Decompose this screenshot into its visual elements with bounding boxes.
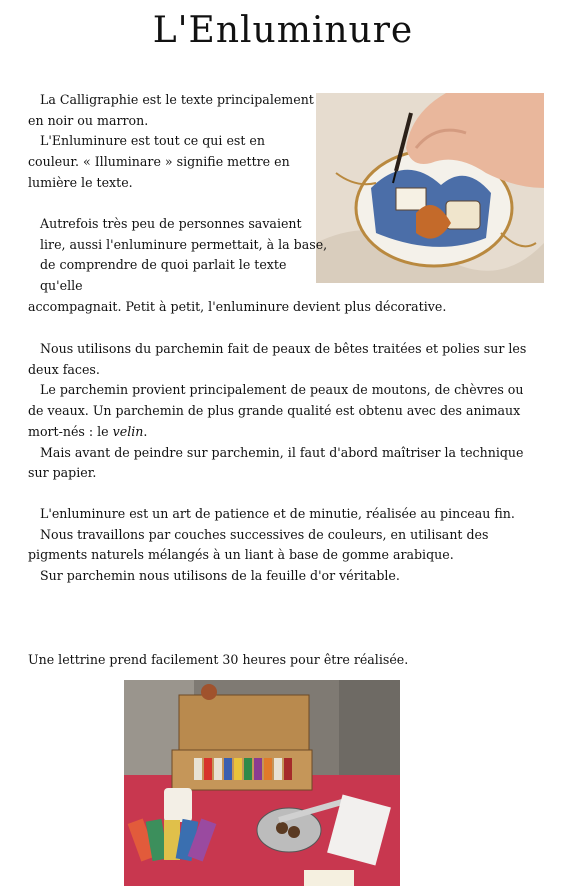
paragraph-text: Une lettrine prend facilement 30 heures pour être réalisée. [28, 652, 409, 667]
page-title: L'Enluminure [152, 10, 414, 51]
paragraph-text: Le parchemin provient principalement de peaux de moutons, de chèvres ou de veaux. Un parchemin de plus grande qualité est obtenu avec des animaux mort-nés : le [28, 382, 524, 439]
paragraph-text: L'Enluminure est tout ce qui est en couleur. « Illuminare » signifie mettre en lumière le texte. [28, 133, 290, 190]
paragraph-text: La Calligraphie est le texte principalement en noir ou marron. [28, 92, 314, 128]
emphasized-word: velin [112, 423, 144, 439]
paragraph-text: accompagnait. Petit à petit, l'enluminure devient plus décorative. [28, 298, 447, 314]
paragraph-text: Nous utilisons du parchemin fait de peaux de bêtes traitées et polies sur les deux faces. [28, 341, 527, 377]
paragraph-text: Sur parchemin nous utilisons de la feuille d'or véritable. [40, 568, 400, 584]
paragraph-text: Nous travaillons par couches successives de couleurs, en utilisant des pigments naturels mélangés à un liant à base de gomme arabique. [28, 526, 489, 563]
paragraph-text: Mais avant de peindre sur parchemin, il faut d'abord maîtriser la technique sur papier. [28, 444, 524, 481]
paragraph-text: Autrefois très peu de personnes savaient lire, aussi l'enluminure permettait, à la base, de comprendre de quoi parlait le texte qu'elle [40, 216, 328, 294]
illumination-tools-photo [124, 680, 400, 886]
paragraph-text: L'enluminure est un art de patience et de minutie, réalisée au pinceau fin. [40, 506, 515, 521]
punctuation: . [143, 423, 148, 439]
